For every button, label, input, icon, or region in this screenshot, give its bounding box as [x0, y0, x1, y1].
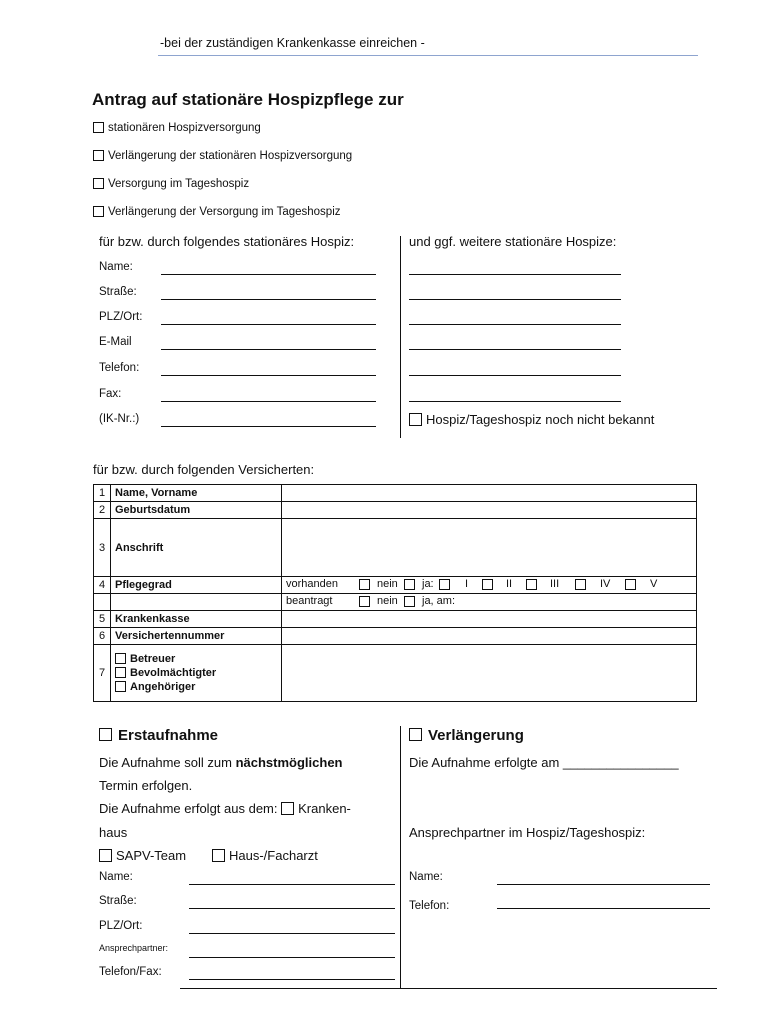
table-row [94, 502, 697, 519]
care-level-label: Pflegegrad [111, 577, 282, 594]
representative-value-cell[interactable] [282, 645, 697, 702]
checkbox-care-applied-yes[interactable] [404, 596, 415, 607]
option-stationary-extension[interactable]: Verlängerung der stationären Hospizversorgung [93, 150, 352, 162]
row-number: 7 [94, 645, 111, 702]
other-hospice-line-1[interactable] [409, 274, 621, 275]
checkbox-grade-1[interactable] [439, 579, 450, 590]
other-hospice-line-5[interactable] [409, 375, 621, 376]
hospice-email-label: E-Mail [99, 336, 132, 348]
admission-from-text: Die Aufnahme erfolgt aus dem: Kranken- [99, 801, 351, 816]
hospice-column-divider [400, 236, 401, 438]
submission-note: -bei der zuständigen Krankenkasse einreichen - [160, 36, 425, 50]
care-level-present-cell: vorhanden nein ja: I II III IV V [282, 577, 697, 594]
checkbox-stationary[interactable] [93, 122, 104, 133]
checkbox-grade-5[interactable] [625, 579, 636, 590]
birthdate-value-cell[interactable] [282, 502, 697, 519]
checkbox-day-hospice[interactable] [93, 178, 104, 189]
hospice-name-label: Name: [99, 261, 133, 273]
first-phone-line[interactable] [189, 979, 395, 980]
table-row [94, 485, 697, 502]
other-hospice-line-4[interactable] [409, 349, 621, 350]
first-admission-text-line2: Termin erfolgen. [99, 778, 193, 793]
first-city-label: PLZ/Ort: [99, 920, 143, 932]
first-contact-label: Ansprechpartner: [99, 943, 169, 953]
checkbox-authorized[interactable] [115, 667, 126, 678]
first-admission-heading[interactable]: Erstaufnahme [99, 727, 218, 744]
first-admission-text: Die Aufnahme soll zum nächstmöglichen [99, 755, 343, 770]
insurance-value-cell[interactable] [282, 611, 697, 628]
checkbox-care-applied-no[interactable] [359, 596, 370, 607]
name-value-cell[interactable] [282, 485, 697, 502]
admission-from-text-cont: haus [99, 825, 128, 840]
hospice-ik-line[interactable] [161, 426, 376, 427]
checkbox-hospice-unknown[interactable] [409, 413, 422, 426]
hospice-unknown-option[interactable]: Hospiz/Tageshospiz noch nicht bekannt [409, 412, 654, 427]
extension-contact-heading: Ansprechpartner im Hospiz/Tageshospiz: [409, 825, 646, 840]
checkbox-first-admission[interactable] [99, 728, 112, 741]
name-label: Name, Vorname [111, 485, 282, 502]
representative-options: Betreuer Bevolmächtigter Angehöriger [111, 645, 282, 702]
hospice-name-line[interactable] [161, 274, 376, 275]
checkbox-extension[interactable] [409, 728, 422, 741]
checkbox-care-present-yes[interactable] [404, 579, 415, 590]
table-row [94, 594, 697, 611]
insurance-number-label: Versichertennummer [111, 628, 282, 645]
address-value-cell[interactable] [282, 519, 697, 577]
hospice-city-label: PLZ/Ort: [99, 311, 143, 323]
first-contact-line[interactable] [189, 957, 395, 958]
option-stationary[interactable]: stationären Hospizversorgung [93, 122, 261, 134]
row-number: 2 [94, 502, 111, 519]
first-city-line[interactable] [189, 933, 395, 934]
row-number: 1 [94, 485, 111, 502]
address-label: Anschrift [111, 519, 282, 577]
checkbox-grade-4[interactable] [575, 579, 586, 590]
insured-heading: für bzw. durch folgenden Versicherten: [93, 462, 315, 477]
first-name-line[interactable] [189, 884, 395, 885]
admission-from-sapv[interactable]: SAPV-Team [99, 848, 186, 863]
form-title: Antrag auf stationäre Hospizpflege zur [92, 90, 404, 109]
row-number: 4 [94, 577, 111, 594]
extension-name-label: Name: [409, 871, 443, 883]
extension-name-line[interactable] [497, 884, 710, 885]
row-number: 5 [94, 611, 111, 628]
first-street-label: Straße: [99, 895, 137, 907]
hospice-left-heading: für bzw. durch folgendes stationäres Hospiz: [99, 234, 355, 249]
birthdate-label: Geburtsdatum [111, 502, 282, 519]
extension-phone-label: Telefon: [409, 900, 450, 912]
other-hospice-line-6[interactable] [409, 401, 621, 402]
bottom-rule [180, 988, 717, 989]
checkbox-guardian[interactable] [115, 653, 126, 664]
checkbox-care-present-no[interactable] [359, 579, 370, 590]
checkbox-sapv[interactable] [99, 849, 112, 862]
extension-date-text: Die Aufnahme erfolgte am ________________ [409, 755, 679, 770]
first-name-label: Name: [99, 871, 133, 883]
row-number: 6 [94, 628, 111, 645]
hospice-right-heading: und ggf. weitere stationäre Hospize: [409, 234, 617, 249]
insurance-number-value-cell[interactable] [282, 628, 697, 645]
hospice-ik-label: (IK-Nr.:) [99, 413, 140, 425]
care-level-applied-cell: beantragt nein ja, am: [282, 594, 697, 611]
hospice-phone-label: Telefon: [99, 362, 140, 374]
first-phone-label: Telefon/Fax: [99, 966, 162, 978]
hospice-fax-label: Fax: [99, 388, 122, 400]
table-row [94, 577, 697, 594]
extension-heading[interactable]: Verlängerung [409, 727, 524, 744]
checkbox-grade-3[interactable] [526, 579, 537, 590]
insurance-label: Krankenkasse [111, 611, 282, 628]
hospice-fax-line[interactable] [161, 401, 376, 402]
checkbox-hospital[interactable] [281, 802, 294, 815]
option-day-hospice[interactable]: Versorgung im Tageshospiz [93, 178, 249, 190]
admission-from-doctor[interactable]: Haus-/Facharzt [212, 848, 318, 863]
option-day-hospice-extension[interactable]: Verlängerung der Versorgung im Tageshospiz [93, 206, 341, 218]
table-row [94, 628, 697, 645]
insured-table [93, 484, 697, 702]
other-hospice-line-3[interactable] [409, 324, 621, 325]
table-row [94, 645, 697, 702]
hospice-phone-line[interactable] [161, 375, 376, 376]
header-divider [158, 55, 698, 56]
checkbox-stationary-extension[interactable] [93, 150, 104, 161]
bottom-column-divider [400, 726, 401, 988]
table-row [94, 519, 697, 577]
hospice-city-line[interactable] [161, 324, 376, 325]
first-street-line[interactable] [189, 908, 395, 909]
other-hospice-line-2[interactable] [409, 299, 621, 300]
checkbox-relative[interactable] [115, 681, 126, 692]
row-number: 3 [94, 519, 111, 577]
checkbox-grade-2[interactable] [482, 579, 493, 590]
extension-phone-line[interactable] [497, 908, 710, 909]
hospice-street-line[interactable] [161, 299, 376, 300]
checkbox-day-hospice-extension[interactable] [93, 206, 104, 217]
hospice-email-line[interactable] [161, 349, 376, 350]
checkbox-doctor[interactable] [212, 849, 225, 862]
hospice-street-label: Straße: [99, 286, 137, 298]
table-row [94, 611, 697, 628]
